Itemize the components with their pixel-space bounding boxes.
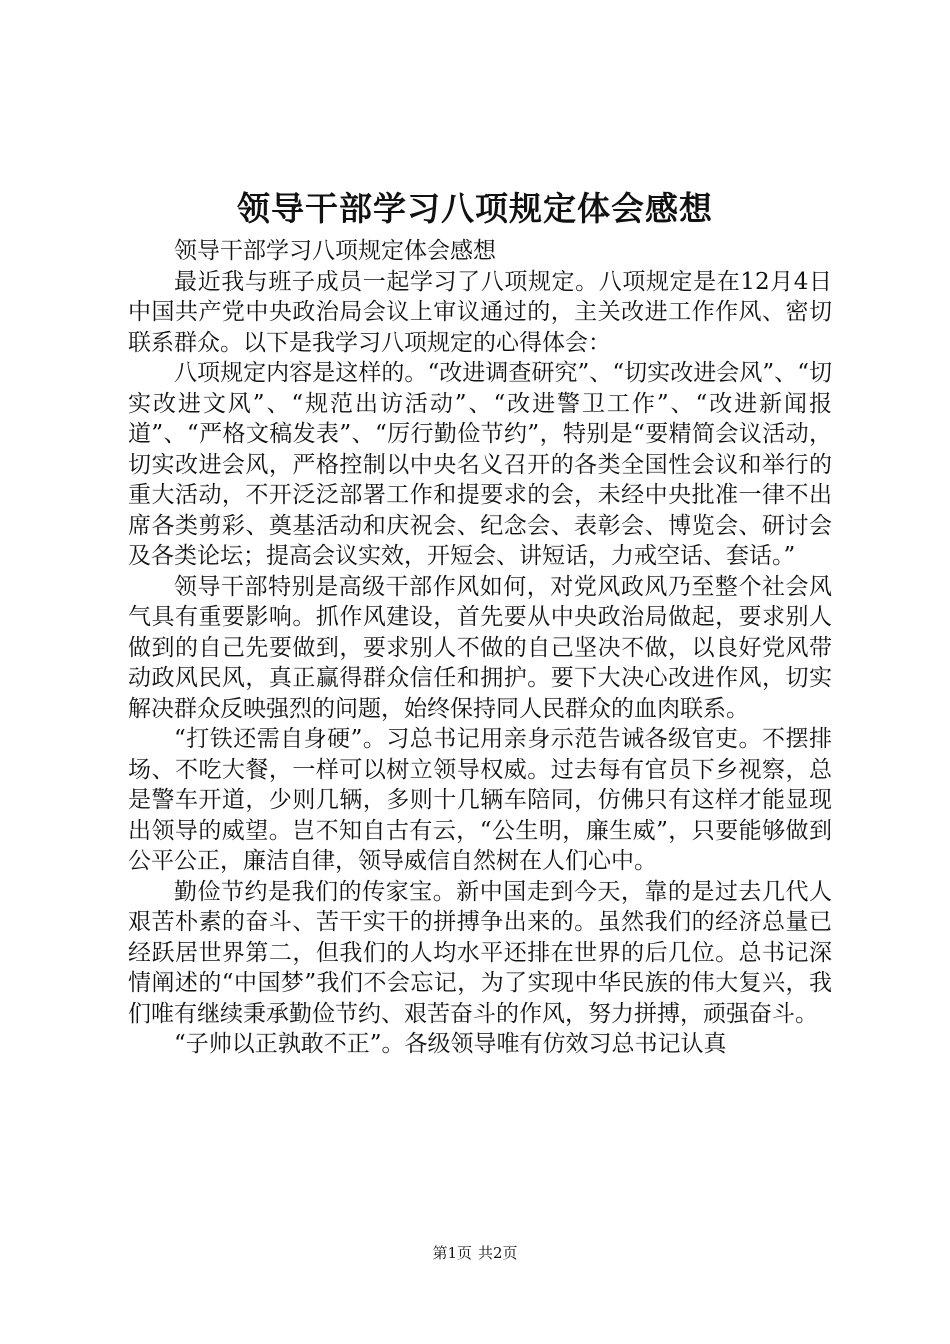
paragraph-lead-by-example: “子帅以正孰敢不正”。各级领导唯有仿效习总书记认真: [174, 1031, 727, 1057]
paragraph-leadership-style: 领导干部特别是高级干部作风如何，对党风政风乃至整个社会风气具有重要影响。抓作风建设，首先要从中央政治局做起，要求别人做到的自己先要做到，要求别人不做的自己坚决不做，以良好党风带动政风民风，真正赢得群众信任和拥护。要下大决心改进作风，切实解决群众反映强烈的问题，始终保持同人民群众的血肉联系。: [128, 573, 832, 722]
page-footer: [0, 1243, 950, 1263]
paragraph-rules-content: 八项规定内容是这样的。“改进调查研究”、“切实改进会风”、“切实改进文风”、“规范出访活动”、“改进警卫工作”、“改进新闻报道”、“严格文稿发表”、“厉行勤俭节约”，特别是“要精简会议活动，切实改进会风，严格控制以中央名义召开的各类全国性会议和举行的重大活动，不开泛泛部署工作和提要求的会，未经中央批准一律不出席各类剪彩、奠基活动和庆祝会、纪念会、表彰会、博览会、研讨会及各类论坛；提高会议实效，开短会、讲短话，力戒空话、套话。”: [128, 360, 832, 569]
page-number: 第1页: [432, 1244, 472, 1262]
page-total: 共2页: [478, 1244, 518, 1262]
paragraph-frugality: 勤俭节约是我们的传家宝。新中国走到今天，靠的是过去几代人艰苦朴素的奋斗、苦干实干的拼搏争出来的。虽然我们的经济总量已经跃居世界第二，但我们的人均水平还排在世界的后几位。总书记深情阐述的“中国梦”我们不会忘记，为了实现中华民族的伟大复兴，我们唯有继续秉承勤俭节约、艰苦奋斗的作风，努力拼搏，顽强奋斗。: [128, 878, 832, 1027]
document-title: 领导干部学习八项规定体会感想: [237, 189, 713, 228]
paragraph-self-discipline: “打铁还需自身硬”。习总书记用亲身示范告诫各级官吏。不摆排场、不吃大餐，一样可以树立领导权威。过去每有官员下乡视察，总是警车开道，少则几辆，多则十几辆车陪同，仿佛只有这样才能显现出领导的威望。岂不知自古有云，“公生明，廉生威”，只要能够做到公平公正，廉洁自律，领导威信自然树在人们心中。: [128, 726, 832, 874]
document-body: [128, 236, 832, 1060]
paragraph-intro: 最近我与班子成员一起学习了八项规定。八项规定是在12月4日中国共产党中央政治局会议上审议通过的，主关改进工作作风、密切联系群众。以下是我学习八项规定的心得体会：: [128, 268, 832, 356]
paragraph-subtitle: 领导干部学习八项规定体会感想: [174, 238, 496, 264]
